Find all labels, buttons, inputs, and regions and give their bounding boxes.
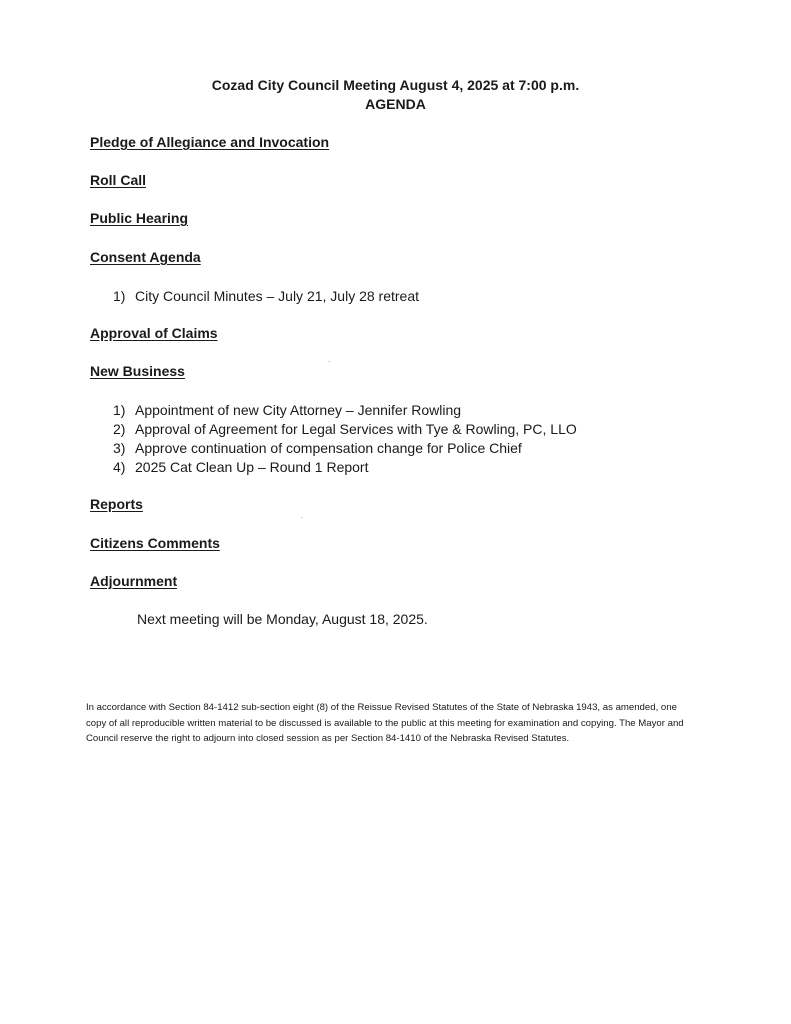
list-item — [113, 401, 577, 420]
list-item-number: 1) — [113, 288, 126, 304]
section-adjournment: Adjournment — [90, 573, 178, 589]
list-item — [113, 439, 577, 458]
agenda-header — [0, 76, 791, 114]
list-item-text: Approval of Agreement for Legal Services with Tye & Rowling, PC, LLO — [135, 421, 577, 437]
list-item — [113, 287, 419, 306]
scan-speck — [301, 517, 303, 518]
section-consent-agenda: Consent Agenda — [90, 249, 201, 265]
section-citizens-comments: Citizens Comments — [90, 535, 220, 551]
list-item — [113, 420, 577, 439]
list-item-text: Appointment of new City Attorney – Jennifer Rowling — [135, 402, 462, 418]
list-item — [113, 458, 577, 477]
section-new-business: New Business — [90, 363, 185, 379]
list-item-number: 2) — [113, 421, 126, 437]
next-meeting-note: Next meeting will be Monday, August 18, 2025. — [137, 611, 428, 627]
section-roll-call: Roll Call — [90, 172, 147, 188]
section-public-hearing: Public Hearing — [90, 210, 189, 226]
section-approval-of-claims: Approval of Claims — [90, 325, 218, 341]
list-item-text: City Council Minutes – July 21, July 28 retreat — [135, 288, 420, 304]
legal-footnote: In accordance with Section 84-1412 sub-section eight (8) of the Reissue Revised Statutes of the State of Nebraska 1943, as amended, one copy of all reproducible written material to be discussed is available to the public at this meeting for examination and copying. The Mayor and Council reserve the right to adjourn into closed session as per Section 84-1410 of the Nebraska Revised Statutes. — [86, 702, 684, 744]
section-reports: Reports — [90, 496, 143, 512]
list-item-number: 1) — [113, 402, 126, 418]
meeting-title: Cozad City Council Meeting August 4, 2025 at 7:00 p.m. — [211, 77, 580, 93]
agenda-label: AGENDA — [365, 96, 426, 112]
section-pledge: Pledge of Allegiance and Invocation — [90, 134, 330, 150]
consent-agenda-list — [113, 287, 419, 306]
scan-speck — [328, 361, 330, 362]
list-item-text: Approve continuation of compensation change for Police Chief — [135, 440, 522, 456]
new-business-list — [113, 401, 577, 477]
list-item-number: 4) — [113, 459, 126, 475]
list-item-number: 3) — [113, 440, 126, 456]
list-item-text: 2025 Cat Clean Up – Round 1 Report — [135, 459, 369, 475]
